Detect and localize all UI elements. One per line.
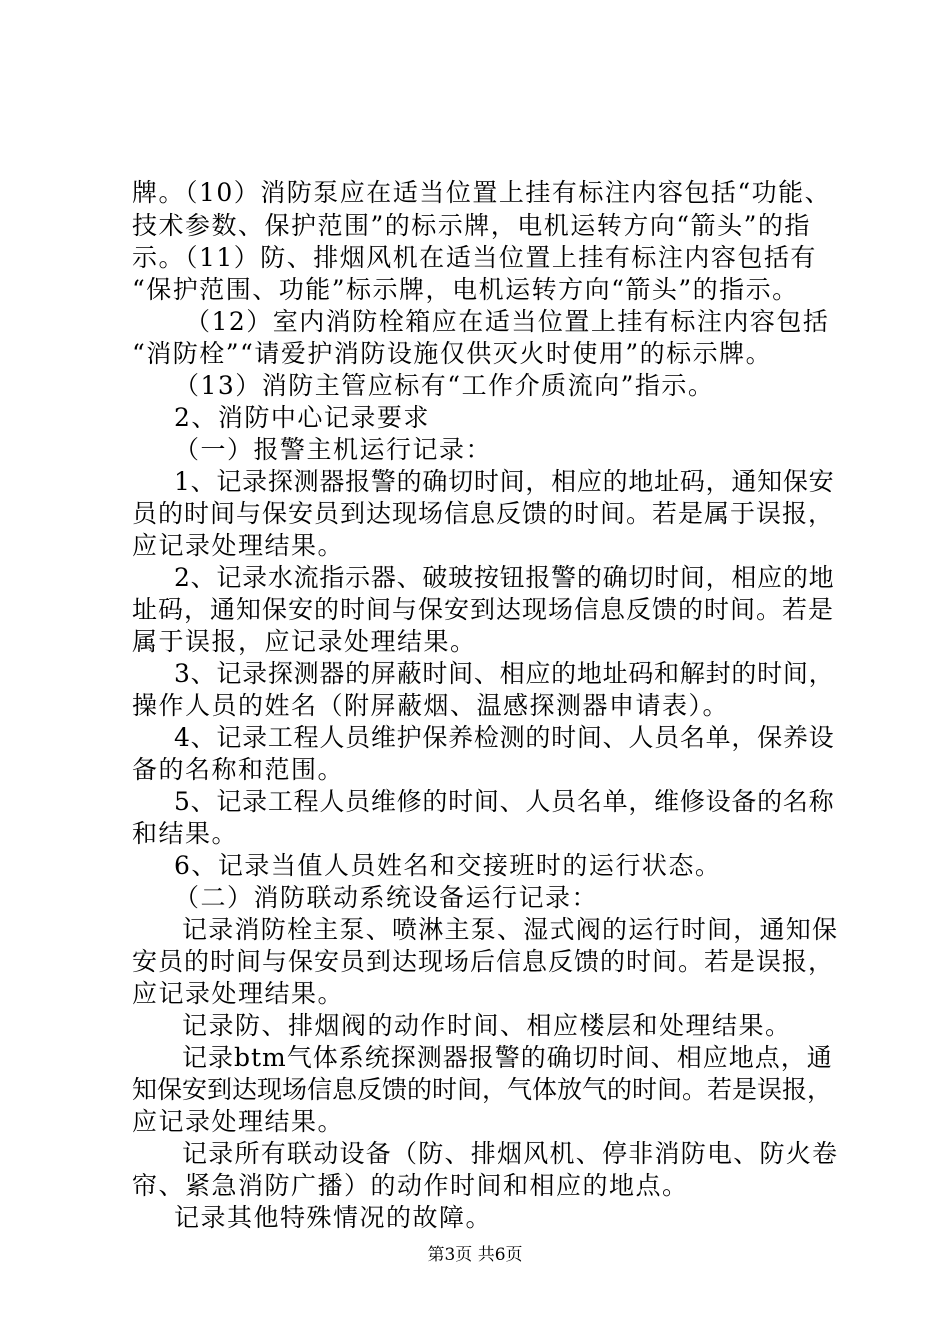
text-line: “保护范围、功能”标示牌，电机运转方向“箭头”的指示。 [132, 275, 799, 304]
subsection-heading: （一）报警主机运行记录： [174, 435, 493, 464]
text-line: 技术参数、保护范围”的标示牌，电机运转方向“箭头”的指 [132, 211, 811, 240]
text-line: 帘、紧急消防广播）的动作时间和相应的地点。 [132, 1171, 689, 1200]
text-line: 记录防、排烟阀的动作时间、相应楼层和处理结果。 [182, 1011, 792, 1040]
text-line: 示。（11）防、排烟风机在适当位置上挂有标注内容包括有 [132, 243, 817, 272]
text-line: 6、记录当值人员姓名和交接班时的运行状态。 [174, 851, 722, 880]
text-line: 记录btm气体系统探测器报警的确切时间、相应地点，通 [182, 1043, 833, 1072]
text-line: 5、记录工程人员维修的时间、人员名单，维修设备的名称 [174, 787, 835, 816]
text-line: 址码，通知保安的时间与保安到达现场信息反馈的时间。若是 [132, 595, 835, 624]
text-line: 应记录处理结果。 [132, 531, 345, 560]
text-line: 记录消防栓主泵、喷淋主泵、湿式阀的运行时间，通知保 [182, 915, 839, 944]
text-line: 安员的时间与保安员到达现场后信息反馈的时间。若是误报， [132, 947, 835, 976]
text-line: “消防栓”“请爱护消防设施仅供灭火时使用”的标示牌。 [132, 339, 773, 368]
text-line: 知保安到达现场信息反馈的时间，气体放气的时间。若是误报， [132, 1075, 833, 1104]
text-line: 2、记录水流指示器、破玻按钮报警的确切时间，相应的地 [174, 563, 835, 592]
text-line: 操作人员的姓名（附屏蔽烟、温感探测器申请表）。 [132, 691, 730, 720]
text-line: 员的时间与保安员到达现场信息反馈的时间。若是属于误报， [132, 499, 835, 528]
text-line: 1、记录探测器报警的确切时间，相应的地址码，通知保安 [174, 467, 835, 496]
text-line: 属于误报，应记录处理结果。 [132, 627, 477, 656]
text-line: 记录其他特殊情况的故障。 [174, 1203, 493, 1232]
text-line: 应记录处理结果。 [132, 1107, 345, 1136]
text-line: 备的名称和范围。 [132, 755, 345, 784]
text-line: 和结果。 [132, 819, 239, 848]
text-line: （13）消防主管应标有“工作介质流向”指示。 [174, 371, 715, 400]
text-line: 记录所有联动设备（防、排烟风机、停非消防电、防火卷 [182, 1139, 839, 1168]
section-heading: 2、消防中心记录要求 [174, 403, 430, 432]
text-line: 牌。（10）消防泵应在适当位置上挂有标注内容包括“功能、 [132, 178, 832, 207]
text-line: 4、记录工程人员维护保养检测的时间、人员名单，保养设 [174, 723, 835, 752]
page-number-footer: 第3页 共6页 [427, 1245, 523, 1265]
subsection-heading: （二）消防联动系统设备运行记录： [174, 883, 599, 912]
text-line: （12）室内消防栓箱应在适当位置上挂有标注内容包括 [185, 307, 830, 336]
text-line: 3、记录探测器的屏蔽时间、相应的地址码和解封的时间， [174, 659, 835, 688]
text-line: 应记录处理结果。 [132, 979, 345, 1008]
